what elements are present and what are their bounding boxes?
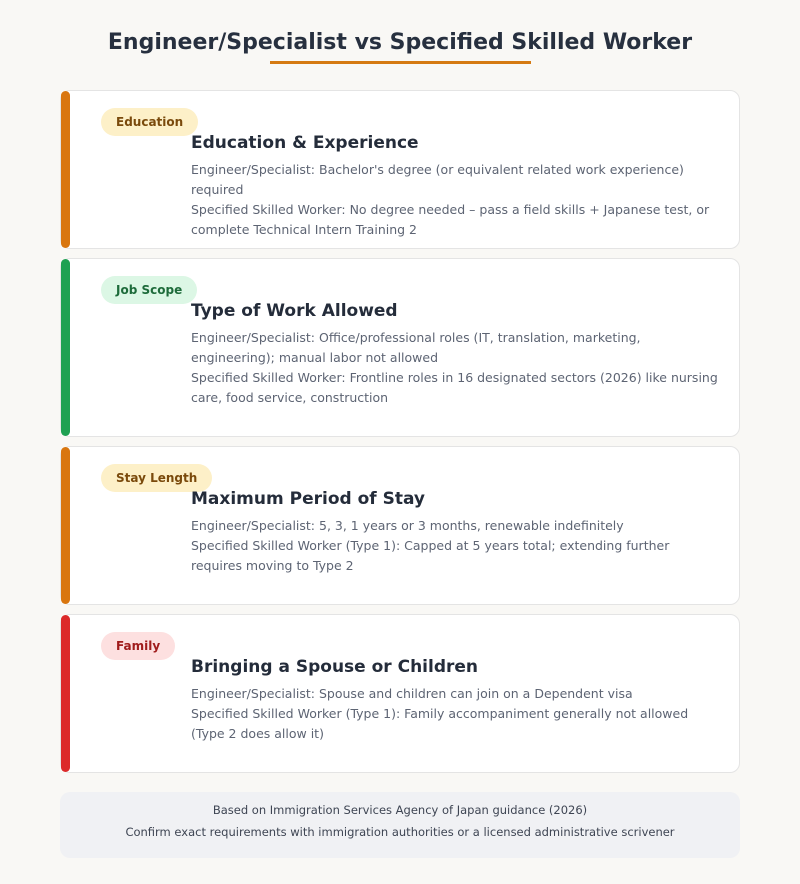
card-family bbox=[60, 614, 740, 773]
card-line-ssw: Specified Skilled Worker: No degree needed – pass a field skills + Japanese test, or complete Technical Intern Training 2 bbox=[191, 202, 710, 237]
card-body bbox=[191, 684, 721, 744]
card-stay-length bbox=[60, 446, 740, 605]
card-accent-bar bbox=[61, 91, 70, 248]
card-line-ssw: Specified Skilled Worker: Frontline roles in 16 designated sectors (2026) like nursing care, food service, construction bbox=[191, 370, 718, 405]
card-accent-bar bbox=[61, 615, 70, 772]
category-badge: Family bbox=[101, 632, 175, 660]
category-badge: Stay Length bbox=[101, 464, 212, 492]
card-accent-bar bbox=[61, 259, 70, 436]
card-title: Type of Work Allowed bbox=[191, 301, 398, 321]
footer-source: Based on Immigration Services Agency of Japan guidance (2026) bbox=[212, 803, 588, 817]
card-title: Education & Experience bbox=[191, 133, 419, 153]
card-body bbox=[191, 516, 721, 576]
card-body bbox=[191, 328, 721, 408]
card-title: Bringing a Spouse or Children bbox=[191, 657, 479, 677]
page-title: Engineer/Specialist vs Specified Skilled Worker bbox=[107, 30, 693, 55]
category-badge: Education bbox=[101, 108, 198, 136]
card-title: Maximum Period of Stay bbox=[191, 489, 425, 509]
card-line-engineer: Engineer/Specialist: 5, 3, 1 years or 3 months, renewable indefinitely bbox=[191, 518, 624, 533]
category-badge: Job Scope bbox=[101, 276, 197, 304]
card-job-scope bbox=[60, 258, 740, 437]
card-education bbox=[60, 90, 740, 249]
card-line-engineer: Engineer/Specialist: Office/professional roles (IT, translation, marketing, engineering); manual labor not allowed bbox=[191, 330, 641, 365]
card-line-ssw: Specified Skilled Worker (Type 1): Family accompaniment generally not allowed (Type 2 does allow it) bbox=[191, 706, 689, 741]
footer-note bbox=[60, 792, 740, 858]
card-line-engineer: Engineer/Specialist: Bachelor's degree (or equivalent related work experience) required bbox=[191, 162, 684, 197]
card-accent-bar bbox=[61, 447, 70, 604]
title-underline bbox=[270, 61, 531, 64]
card-line-engineer: Engineer/Specialist: Spouse and children can join on a Dependent visa bbox=[191, 686, 633, 701]
card-line-ssw: Specified Skilled Worker (Type 1): Capped at 5 years total; extending further requires moving to Type 2 bbox=[191, 538, 670, 573]
footer-disclaimer: Confirm exact requirements with immigration authorities or a licensed administrative scrivener bbox=[125, 825, 675, 839]
card-body bbox=[191, 160, 721, 240]
